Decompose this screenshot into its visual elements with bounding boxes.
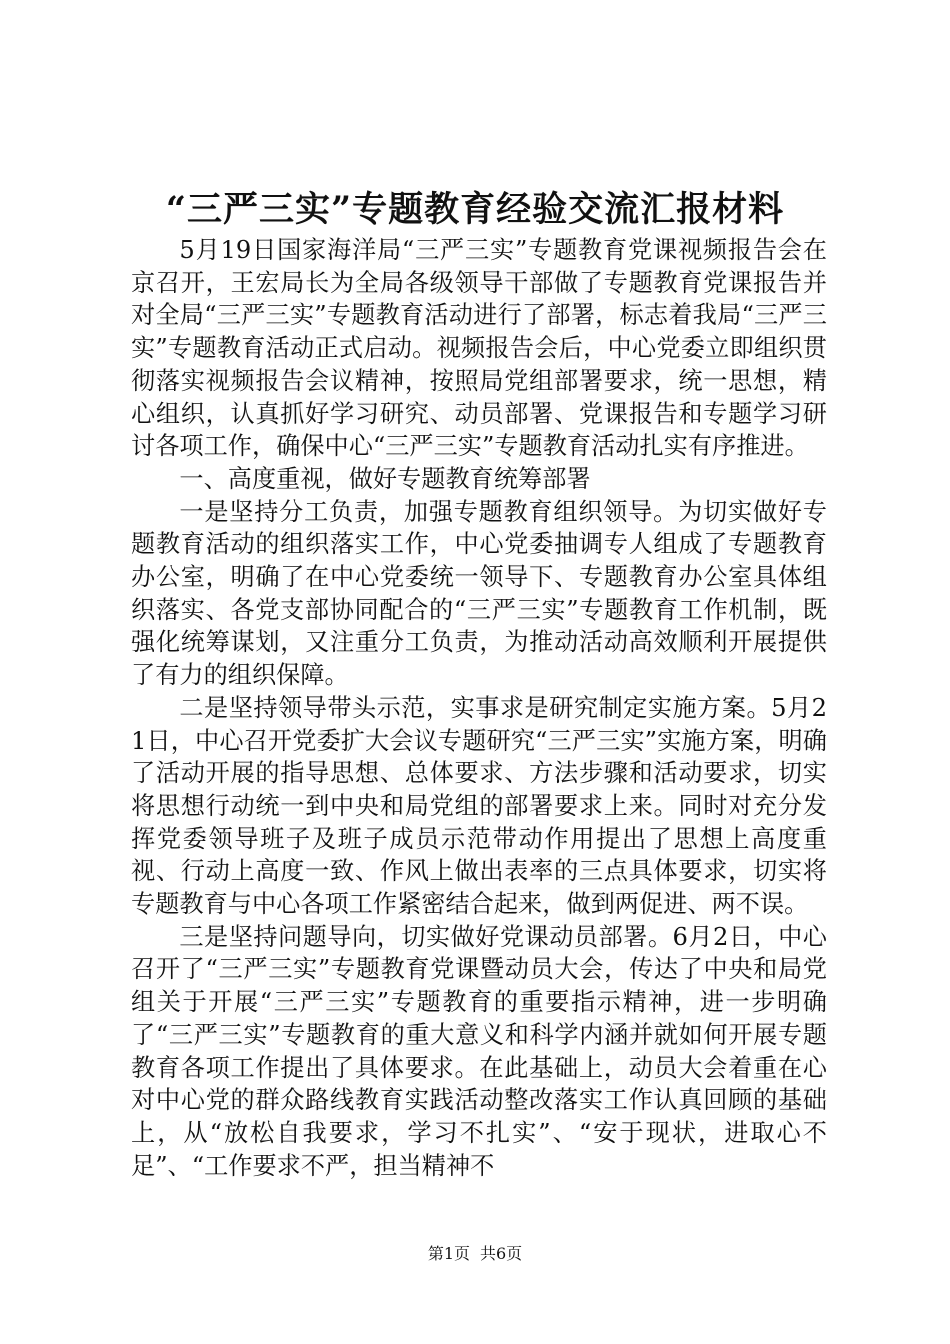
section-heading-1: 一、高度重视，做好专题教育统筹部署	[179, 464, 591, 493]
page-footer	[0, 1243, 950, 1265]
document-body	[131, 234, 827, 1182]
paragraph-point-3: 三是坚持问题导向，切实做好党课动员部署。6月2日，中心召开了“三严三实”专题教育党课暨动员大会，传达了中央和局党组关于开展“三严三实”专题教育的重要指示精神，进一步明确了“三严三实”专题教育的重大意义和科学内涵并就如何开展专题教育各项工作提出了具体要求。在此基础上，动员大会着重在心对中心党的群众路线教育实践活动整改落实工作认真回顾的基础上，从“放松自我要求，学习不扎实”、“安于现状，进取心不足”、“工作要求不严，担当精神不	[131, 922, 827, 1180]
paragraph-point-2: 二是坚持领导带头示范，实事求是研究制定实施方案。5月21日，中心召开党委扩大会议专题研究“三严三实”实施方案，明确了活动开展的指导思想、总体要求、方法步骤和活动要求，切实将思想行动统一到中央和局党组的部署要求上来。同时对充分发挥党委领导班子及班子成员示范带动作用提出了思想上高度重视、行动上高度一致、作风上做出表率的三点具体要求，切实将专题教育与中心各项工作紧密结合起来，做到两促进、两不误。	[131, 693, 827, 919]
paragraph-point-1: 一是坚持分工负责，加强专题教育组织领导。为切实做好专题教育活动的组织落实工作，中心党委抽调专人组成了专题教育办公室，明确了在中心党委统一领导下、专题教育办公室具体组织落实、各党支部协同配合的“三严三实”专题教育工作机制，既强化统筹谋划，又注重分工负责，为推动活动高效顺利开展提供了有力的组织保障。	[131, 497, 827, 690]
page-number: 第1页	[427, 1244, 470, 1263]
page-total: 共6页	[480, 1244, 523, 1263]
document-title: “三严三实”专题教育经验交流汇报材料	[165, 189, 785, 230]
paragraph-intro: 5月19日国家海洋局“三严三实”专题教育党课视频报告会在京召开，王宏局长为全局各级领导干部做了专题教育党课报告并对全局“三严三实”专题教育活动进行了部署，标志着我局“三严三实”专题教育活动正式启动。视频报告会后，中心党委立即组织贯彻落实视频报告会议精神，按照局党组部署要求，统一思想，精心组织，认真抓好学习研究、动员部署、党课报告和专题学习研讨各项工作，确保中心“三严三实”专题教育活动扎实有序推进。	[131, 236, 827, 461]
